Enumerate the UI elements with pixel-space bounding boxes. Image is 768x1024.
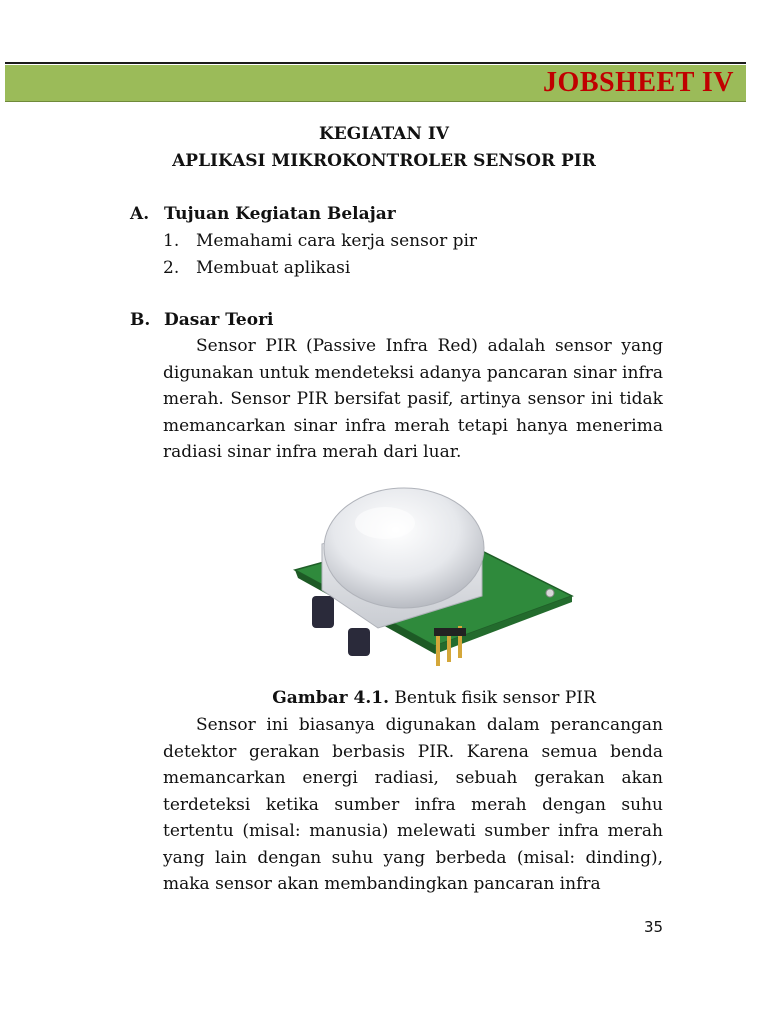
list-item-number: 1.: [163, 231, 180, 251]
pir-sensor-illustration: [290, 478, 575, 670]
jobsheet-title: JOBSHEET IV: [543, 67, 734, 98]
figure-caption-text: Bentuk fisik sensor PIR: [394, 688, 596, 708]
header-bar: [5, 65, 746, 102]
section-b-letter: B.: [130, 310, 151, 330]
page-number: 35: [644, 918, 664, 936]
list-item: [163, 258, 350, 278]
section-b-heading: [130, 310, 274, 330]
theory-paragraph-2: Sensor ini biasanya digunakan dalam perancangan detektor gerakan berbasis PIR. Karena semua benda memancarkan energi radiasi, sebuah gerakan akan terdeteksi ketika sumber infra merah dengan suhu tertentu (misal: manusia) melewati sumber infra merah yang lain dengan suhu yang berbeda (misal: dinding), maka sensor akan membandingkan pancaran infra: [163, 715, 663, 894]
section-b-title: Dasar Teori: [164, 310, 274, 330]
theory-paragraph-1: Sensor PIR (Passive Infra Red) adalah sensor yang digunakan untuk mendeteksi adanya pancaran sinar infra merah. Sensor PIR bersifat pasif, artinya sensor ini tidak memancarkan sinar infra merah tetapi hanya menerima radiasi sinar infra merah dari luar.: [163, 336, 663, 462]
figure-caption: [0, 688, 768, 708]
section-a-title: Tujuan Kegiatan Belajar: [164, 204, 396, 224]
list-item: [163, 231, 477, 251]
list-item-number: 2.: [163, 258, 180, 278]
list-item-text: Memahami cara kerja sensor pir: [196, 231, 478, 251]
section-a-letter: A.: [130, 204, 150, 224]
header-rule: [5, 62, 746, 64]
activity-title: KEGIATAN IV: [319, 124, 449, 144]
activity-subtitle: APLIKASI MIKROKONTROLER SENSOR PIR: [172, 151, 596, 171]
list-item-text: Membuat aplikasi: [196, 258, 351, 278]
figure-caption-label: Gambar 4.1.: [272, 688, 389, 708]
section-a-heading: [130, 204, 396, 224]
pir-sensor-image: [290, 478, 575, 670]
